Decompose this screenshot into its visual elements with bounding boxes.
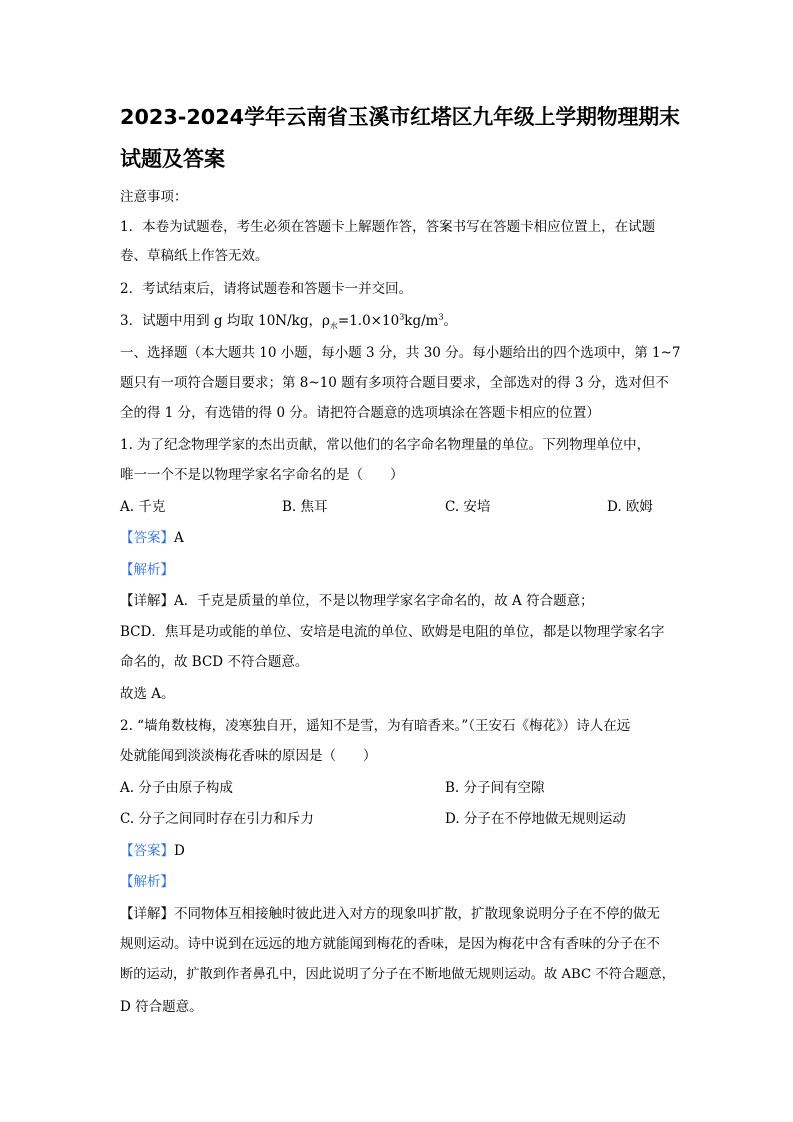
doc-title-line-1: 2023-2024学年云南省玉溪市红塔区九年级上学期物理期末 xyxy=(120,105,680,129)
section-instructions-line-1: 一、选择题（本大题共 10 小题，每小题 3 分，共 30 分。每小题给出的四个选项中，第 1~7 xyxy=(120,345,681,361)
q2-stem-line-2: 处就能闻到淡淡梅花香味的原因是（ ） xyxy=(120,748,377,764)
notice-item-1-line-2: 卷、草稿纸上作答无效。 xyxy=(120,248,269,264)
q1-option-d: D. 欧姆 xyxy=(607,499,653,515)
q2-option-a: A. 分子由原子构成 xyxy=(120,780,233,796)
section-instructions-line-3: 全的得 1 分，有选错的得 0 分。请把符合题意的选项填涂在答题卡相应的位置） xyxy=(120,405,600,421)
doc-title-line-2: 试题及答案 xyxy=(120,147,225,171)
q2-answer xyxy=(120,841,680,861)
q1-analysis-tag: 【解析】 xyxy=(120,562,174,578)
q1-answer xyxy=(120,528,680,548)
section-instructions-line-2: 题只有一项符合题目要求；第 8~10 题有多项符合题目要求，全部选对的得 3 分，选对但不 xyxy=(120,375,669,391)
q2-detail-line-1: 【详解】不同物体互相接触时彼此进入对方的现象叫扩散，扩散现象说明分子在不停的做无 xyxy=(120,906,660,922)
q1-answer-value: A xyxy=(174,530,184,546)
q1-stem-line-2: 唯一一个不是以物理学家名字命名的是（ ） xyxy=(120,467,404,483)
q1-answer-tag: 【答案】 xyxy=(120,530,174,546)
q2-option-b: B. 分子间有空隙 xyxy=(445,780,545,796)
q1-detail-line-1: 【详解】A．千克是质量的单位，不是以物理学家名字命名的，故 A 符合题意； xyxy=(120,593,594,609)
q2-option-c: C. 分子之间同时存在引力和斥力 xyxy=(120,811,314,827)
q2-answer-value: D xyxy=(174,843,185,859)
notice-item-1-line-1: 1．本卷为试题卷，考生必须在答题卡上解题作答，答案书写在答题卡相应位置上，在试题 xyxy=(120,219,656,235)
q1-stem-line-1: 1. 为了纪念物理学家的杰出贡献，常以他们的名字命名物理量的单位。下列物理单位中， xyxy=(120,437,651,453)
q1-option-b: B. 焦耳 xyxy=(282,499,328,515)
q1-conclusion: 故选 A。 xyxy=(120,686,175,702)
q2-answer-tag: 【答案】 xyxy=(120,843,174,859)
q1-option-c: C. 安培 xyxy=(445,499,491,515)
notice-item-2: 2．考试结束后，请将试题卷和答题卡一并交回。 xyxy=(120,281,413,297)
q2-option-d: D. 分子在不停地做无规则运动 xyxy=(445,811,626,827)
q1-option-a: A. 千克 xyxy=(120,499,166,515)
q2-detail-line-4: D 符合题意。 xyxy=(120,999,203,1015)
q2-detail-line-3: 断的运动，扩散到作者鼻孔中，因此说明了分子在不断地做无规则运动。故 ABC 不符合题意， xyxy=(120,967,675,982)
q1-detail-line-2: BCD．焦耳是功或能的单位、安培是电流的单位、欧姆是电阻的单位，都是以物理学家名字 xyxy=(120,624,665,640)
notice-heading: 注意事项： xyxy=(120,189,188,205)
q2-analysis-tag: 【解析】 xyxy=(120,874,174,890)
q1-detail-line-3: 命名的，故 BCD 不符合题意。 xyxy=(120,654,309,670)
notice-item-3: 3．试题中用到 g 均取 10N/kg，$\rho_水=1.0\times 10^3kg/m^3$。 xyxy=(120,312,458,331)
q2-stem-line-1: 2. “墙角数枝梅，凌寒独自开，遥知不是雪，为有暗香来。”（王安石《梅花》）诗人在远 xyxy=(120,718,631,734)
q2-detail-line-2: 规则运动。诗中说到在远远的地方就能闻到梅花的香味，是因为梅花中含有香味的分子在不 xyxy=(120,936,660,952)
